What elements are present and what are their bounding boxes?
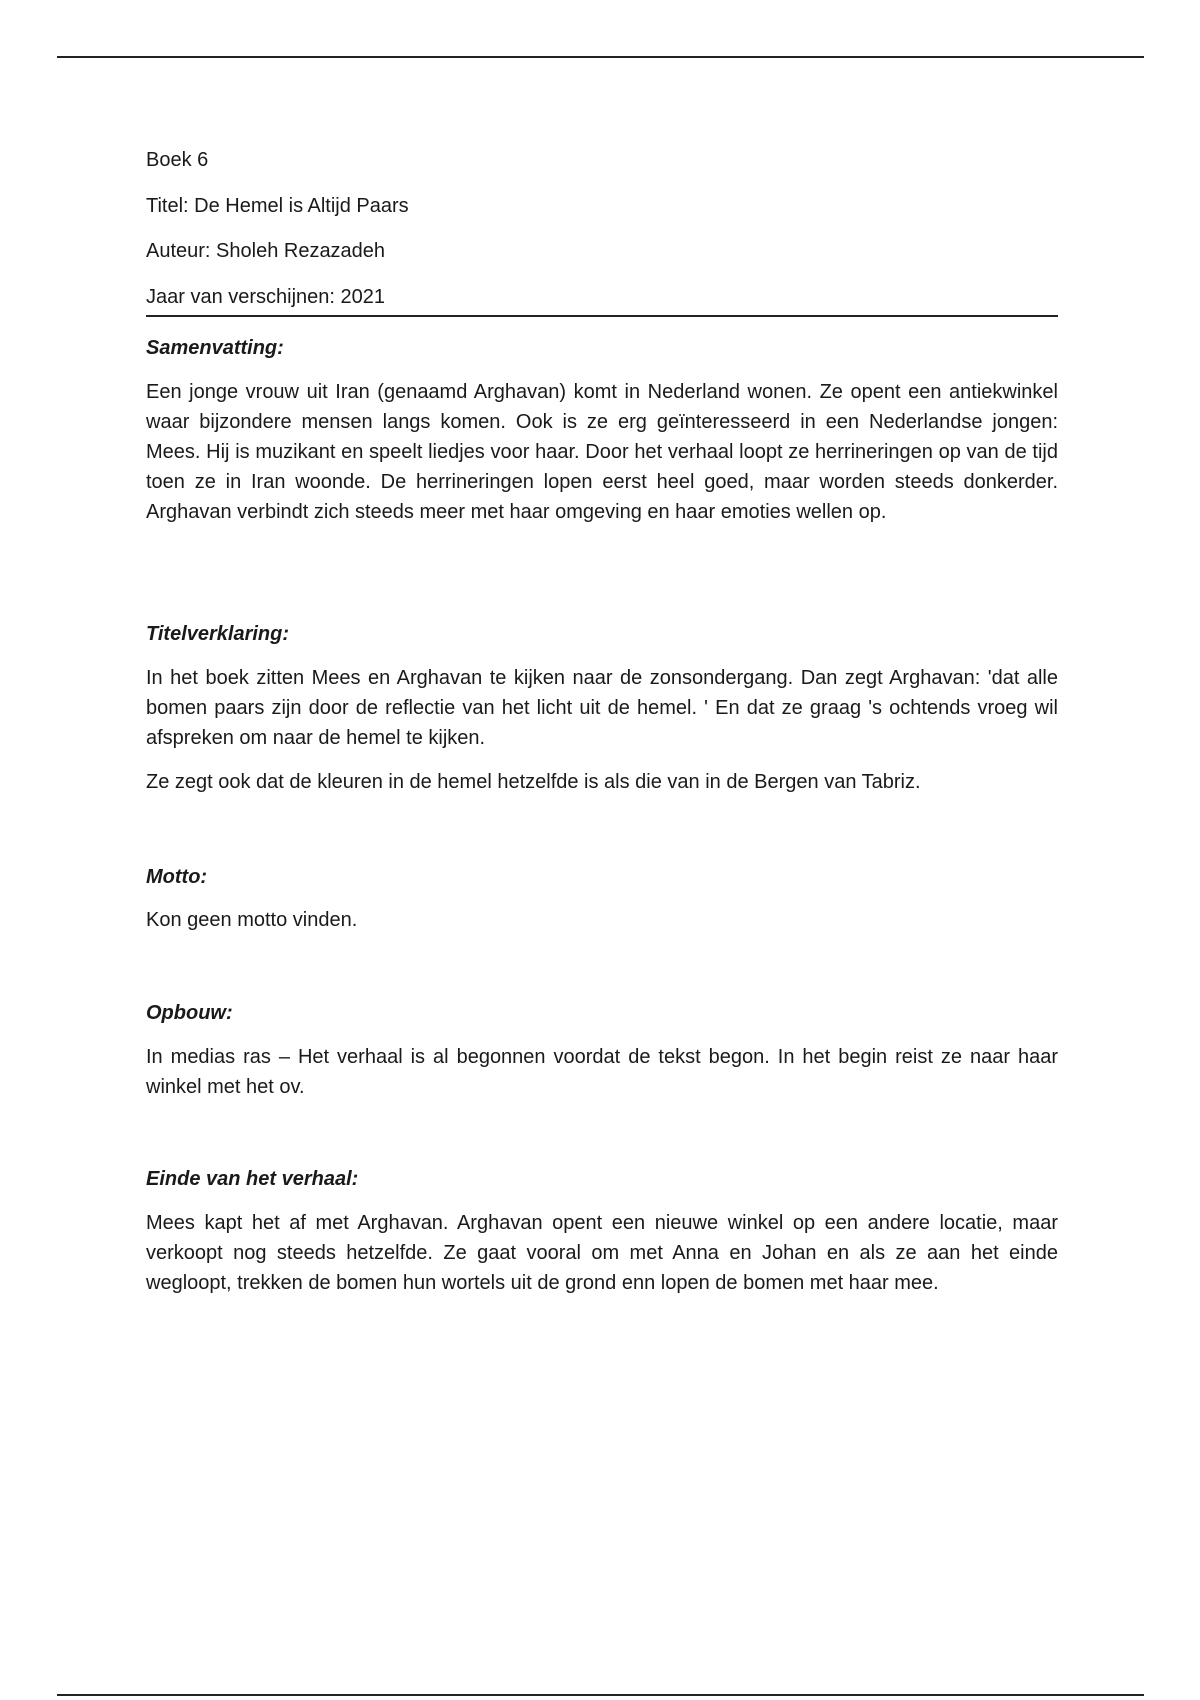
title-explanation-heading: Titelverklaring: [146,623,290,645]
page-bottom-rule [57,1694,1144,1696]
page-top-rule [57,56,1144,58]
title-explanation-text-2: Ze zegt ook dat de kleuren in de hemel hetzelfde is als die van in de Bergen van Tabriz. [146,771,921,793]
header-divider [146,315,1058,317]
title-explanation-text: In het boek zitten Mees en Arghavan te kijken naar de zonsondergang. Dan zegt Arghavan: 'dat alle bomen paars zijn door de reflectie van het licht uit de hemel. ' En dat ze graag 's ochtends vroeg wil afspreken om naar de hemel te kijken. [146,667,1058,749]
ending-heading: Einde van het verhaal: [146,1168,359,1190]
book-number: Boek 6 [146,149,209,171]
summary-heading: Samenvatting: [146,337,284,359]
book-title: Titel: De Hemel is Altijd Paars [146,195,409,217]
ending-text: Mees kapt het af met Arghavan. Arghavan opent een nieuwe winkel op een andere locatie, maar verkoopt nog steeds hetzelfde. Ze gaat vooral om met Anna en Johan en als ze aan het einde wegloopt, trekken de bomen hun wortels uit de grond enn lopen de bomen met haar mee. [146,1212,1058,1294]
motto-text: Kon geen motto vinden. [146,909,358,931]
structure-heading: Opbouw: [146,1002,233,1024]
structure-text: In medias ras – Het verhaal is al begonnen voordat de tekst begon. In het begin reist ze naar haar winkel met het ov. [146,1046,1058,1098]
summary-text: Een jonge vrouw uit Iran (genaamd Arghavan) komt in Nederland wonen. Ze opent een antiekwinkel waar bijzondere mensen langs komen. Ook is ze erg geïnteresseerd in een Nederlandse jongen: Mees. Hij is muzikant en speelt liedjes voor haar. Door het verhaal loopt ze herrineringen op van de tijd toen ze in Iran woonde. De herrineringen lopen eerst heel goed, maar worden steeds donkerder. Arghavan verbindt zich steeds meer met haar omgeving en haar emoties wellen op. [146,381,1058,523]
publication-year: Jaar van verschijnen: 2021 [146,286,386,308]
book-author: Auteur: Sholeh Rezazadeh [146,240,386,262]
motto-heading: Motto: [146,866,208,888]
